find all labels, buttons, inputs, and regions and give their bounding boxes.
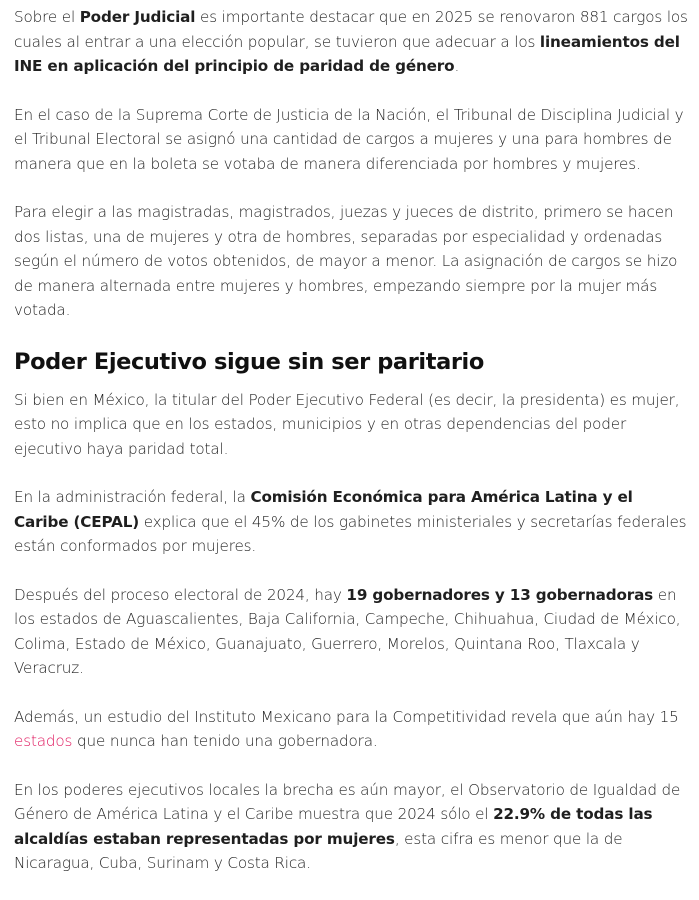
paragraph-text: . bbox=[454, 57, 460, 75]
paragraph-magistradas: Para elegir a las magistradas, magistrados, juezas y jueces de distrito, primero se hacen dos listas, una de mujeres y otra de hombres, separadas por especialidad y ordenadas según el número de votos obtenidos, de mayor a menor. La asignación de cargos se hizo de manera alternada entre mujeres y hombres, empezando siempre por la mujer más votada. bbox=[14, 203, 678, 319]
paragraph-text: Además, un estudio del Instituto Mexicano para la Competitividad revela que aún hay 15 bbox=[14, 707, 679, 726]
bold-text: 19 gobernadores y 13 gobernadoras bbox=[346, 585, 654, 604]
paragraph-text: que nunca han tenido una gobernadora. bbox=[72, 732, 378, 750]
paragraph-alcaldias bbox=[14, 778, 689, 876]
estados-link[interactable]: estados bbox=[14, 732, 73, 750]
paragraph-text: En la administración federal, la bbox=[14, 488, 251, 506]
bold-text: Poder Judicial bbox=[79, 8, 196, 26]
paragraph-text: , esta cifra es menor que la de Nicaragua, Cuba, Surinam y Costa Rica. bbox=[14, 829, 623, 872]
bold-text: Comisión Económica para América Latina y el Caribe (CEPAL) bbox=[14, 488, 633, 531]
bold-text: 22.9% de todas las alcaldías estaban representadas por mujeres bbox=[14, 805, 653, 848]
article-body bbox=[14, 5, 689, 900]
paragraph-text: en los estados de Aguascalientes, Baja California, Campeche, Chihuahua, Ciudad de México, Colima, Estado de México, Guanajuato, Guerrero, Morelos, Quintana Roo, Tlaxcala y Veracruz. bbox=[14, 585, 681, 677]
paragraph-text: Sobre el bbox=[14, 8, 80, 26]
paragraph-ejecutivo-federal: Si bien en México, la titular del Poder Ejecutivo Federal (es decir, la presidenta) es mujer, esto no implica que en los estados, municipios y en otras dependencias del poder ejecutivo haya paridad total. bbox=[14, 390, 680, 458]
bold-text: lineamientos del INE en aplicación del principio de paridad de género bbox=[14, 32, 680, 75]
paragraph-imco bbox=[14, 705, 689, 754]
paragraph-suprema-corte: En el caso de la Suprema Corte de Justicia de la Nación, el Tribunal de Disciplina Judicial y el Tribunal Electoral se asignó una cantidad de cargos a mujeres y una para hombres de manera que en la boleta se votaba de manera diferenciada por hombres y mujeres. bbox=[14, 105, 684, 173]
paragraph-text: Después del proceso electoral de 2024, hay bbox=[14, 585, 347, 604]
paragraph-cepal bbox=[14, 485, 689, 559]
paragraph-text: En los poderes ejecutivos locales la brecha es aún mayor, el Observatorio de Igualdad de Género de América Latina y el Caribe muestra que 2024 sólo el bbox=[14, 780, 681, 823]
paragraph-text: es importante destacar que en 2025 se renovaron 881 cargos los cuales al entrar a una elección popular, se tuvieron que adecuar a los bbox=[14, 8, 688, 51]
paragraph-gobernadores bbox=[14, 583, 689, 681]
paragraph-text: explica que el 45% de los gabinetes ministeriales y secretarías federales están conformados por mujeres. bbox=[14, 512, 687, 555]
paragraph-poder-judicial bbox=[14, 5, 689, 79]
section-heading: Poder Ejecutivo sigue sin ser paritario bbox=[14, 348, 484, 375]
